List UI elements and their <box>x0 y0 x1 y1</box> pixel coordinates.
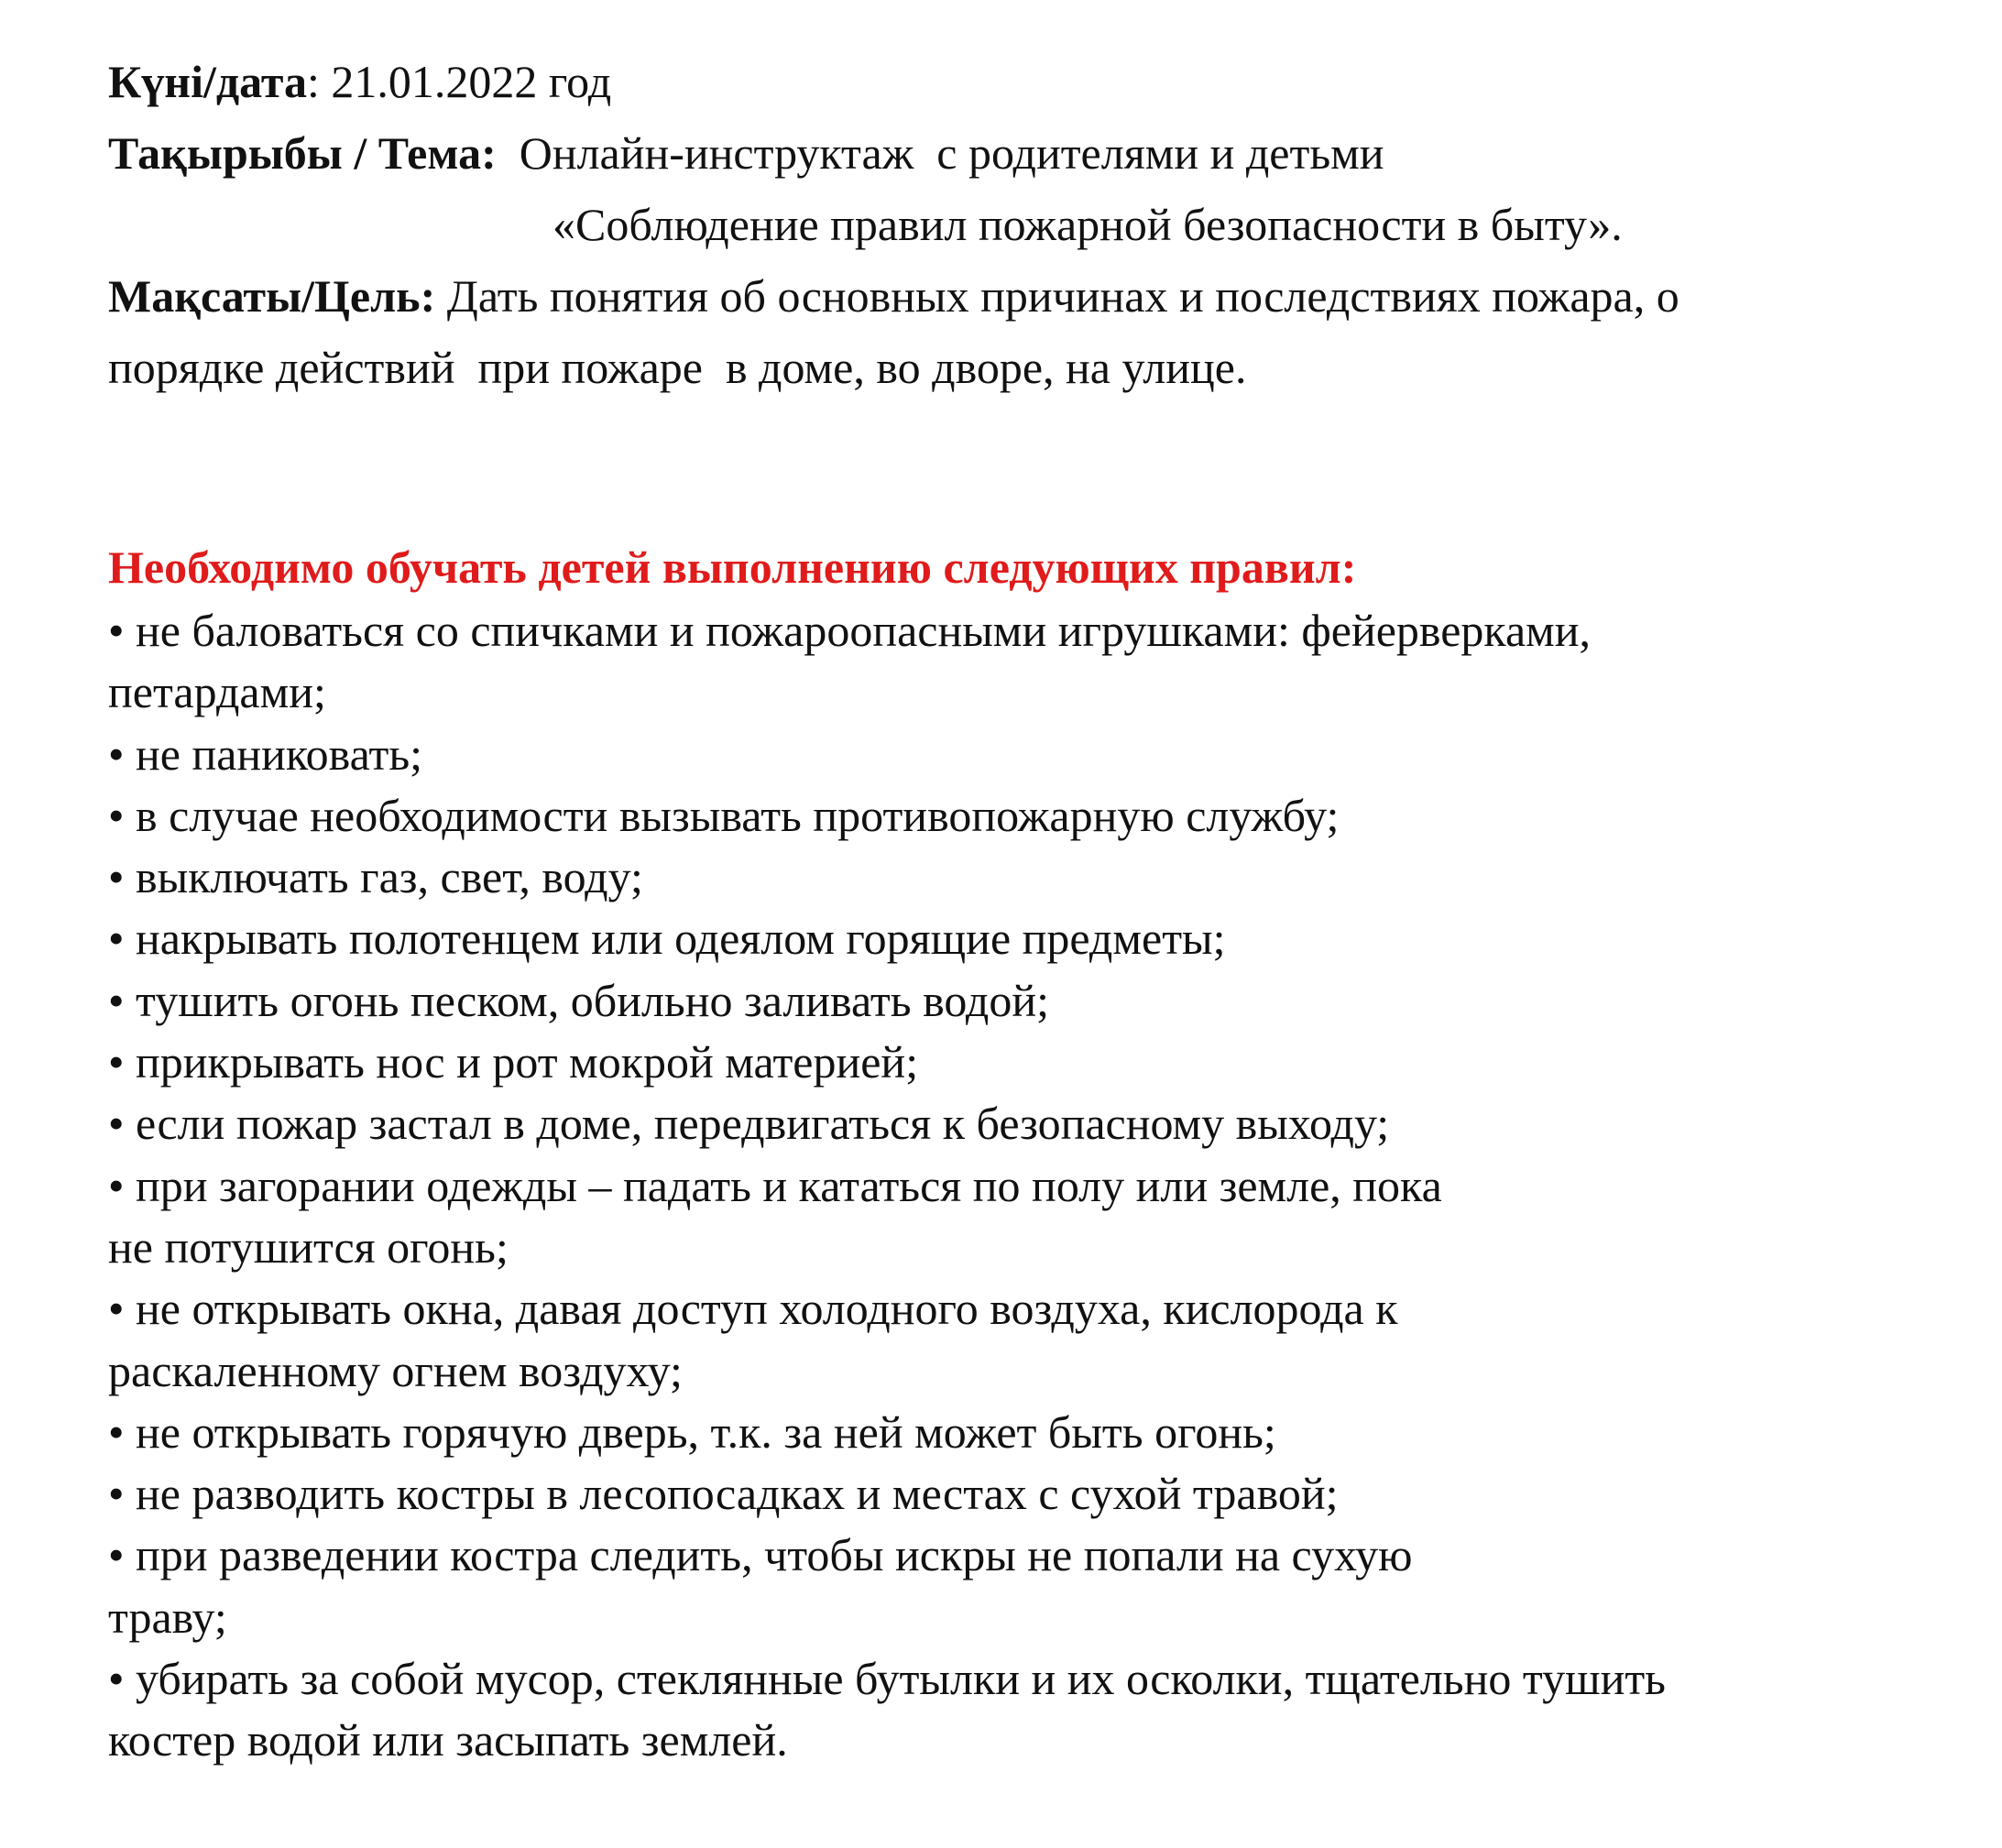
rule-text-line-1: • не открывать окна, давая доступ холодного воздуха, кислорода к <box>108 1283 1398 1335</box>
rule-item <box>108 847 1977 908</box>
rule-item <box>108 1648 1977 1772</box>
rule-item <box>108 970 1977 1032</box>
rule-text-line-1: • не открывать горячую дверь, т.к. за ней может быть огонь; <box>108 1405 1276 1458</box>
rule-text-line-1: • если пожар застал в доме, передвигаться к безопасному выходу; <box>108 1098 1390 1150</box>
topic-line <box>108 117 1977 189</box>
rule-text-line-1: • выключать газ, свет, воду; <box>108 851 643 903</box>
rule-text-line-1: • прикрывать нос и рот мокрой материей; <box>108 1036 919 1088</box>
date-label: Күні/дата <box>108 56 308 107</box>
rule-item <box>108 724 1977 785</box>
rule-text-line-2: раскаленному огнем воздуху; <box>108 1344 683 1396</box>
rule-text-line-1: • не разводить костры в лесопосадках и местах с сухой травой; <box>108 1468 1339 1520</box>
topic-label: Тақырыбы / Тема: <box>108 127 497 179</box>
rule-item <box>108 1032 1977 1093</box>
rule-item <box>108 1402 1977 1463</box>
rule-text-line-2: не потушится огонь; <box>108 1220 509 1273</box>
date-line <box>108 46 1977 117</box>
rule-text-line-1: • убирать за собой мусор, стеклянные бутылки и их осколки, тщательно тушить <box>108 1653 1666 1705</box>
rule-item <box>108 1463 1977 1525</box>
rule-item <box>108 1278 1977 1402</box>
rule-text-line-1: • не паниковать; <box>108 727 423 780</box>
rules-list <box>108 600 1977 1772</box>
rule-item <box>108 1155 1977 1279</box>
rule-text-line-1: • при загорании одежды – падать и кататься по полу или земле, пока <box>108 1159 1442 1211</box>
rule-text-line-2: петардами; <box>108 666 326 718</box>
document-header <box>108 46 1977 403</box>
rule-text-line-2: костер водой или засыпать землей. <box>108 1714 788 1766</box>
rule-item <box>108 1093 1977 1154</box>
goal-text-2: порядке действий при пожаре в доме, во дворе, на улице. <box>108 342 1247 393</box>
rule-item <box>108 600 1977 724</box>
goal-text-1: Дать понятия об основных причинах и последствиях пожара, о <box>435 270 1679 322</box>
rule-item <box>108 908 1977 969</box>
topic-text-2: «Соблюдение правил пожарной безопасности в быту». <box>552 199 1623 250</box>
rule-text-line-1: • тушить огонь песком, обильно заливать водой; <box>108 974 1049 1026</box>
rules-title: Необходимо обучать детей выполнению следующих правил: <box>108 541 1357 593</box>
goal-label: Мақсаты/Цель: <box>108 270 436 322</box>
rule-item <box>108 1525 1977 1648</box>
rule-text-line-1: • в случае необходимости вызывать противопожарную службу; <box>108 789 1340 841</box>
rule-text-line-1: • не баловаться со спичками и пожароопасными игрушками: фейерверками, <box>108 605 1592 656</box>
rule-text-line-2: траву; <box>108 1591 227 1643</box>
rule-item <box>108 785 1977 847</box>
goal-line-2 <box>108 332 1977 403</box>
goal-line <box>108 260 1977 332</box>
topic-line-2 <box>108 189 1977 260</box>
rule-text-line-1: • при разведении костра следить, чтобы искры не попали на сухую <box>108 1529 1413 1581</box>
date-value: : 21.01.2022 год <box>307 56 612 107</box>
topic-text-1: Онлайн-инструктаж с родителями и детьми <box>496 127 1384 179</box>
rule-text-line-1: • накрывать полотенцем или одеялом горящие предметы; <box>108 913 1226 965</box>
